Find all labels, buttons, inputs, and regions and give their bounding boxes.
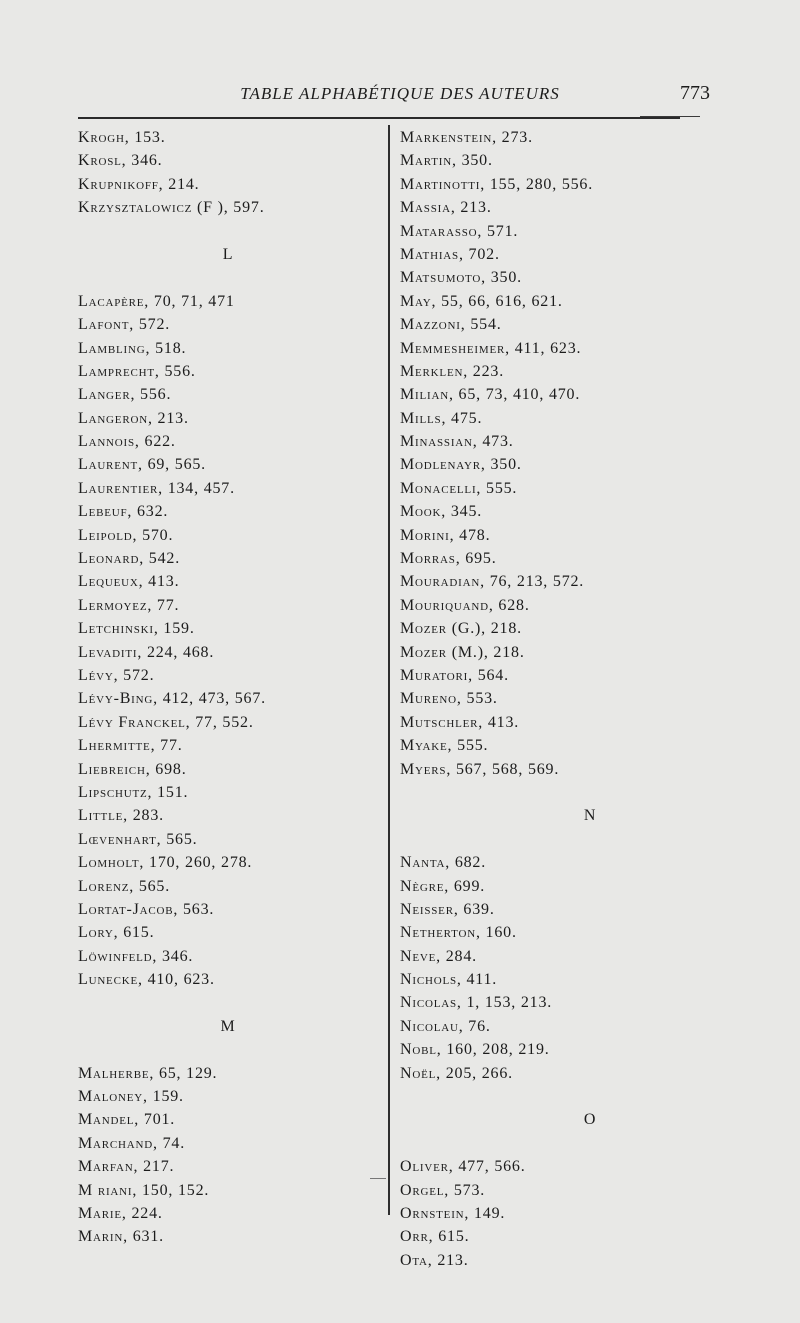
index-entry: Myake, 555.	[400, 737, 489, 755]
index-entry: Marie, 224.	[78, 1204, 163, 1222]
index-entry: Ornstein, 149.	[400, 1204, 506, 1222]
index-entry: Lhermitte, 77.	[78, 737, 183, 755]
index-entry: Modlenayr, 350.	[400, 456, 522, 474]
index-entry: Orr, 615.	[400, 1228, 470, 1246]
index-entry: Minassian, 473.	[400, 433, 514, 451]
index-entry: Lévy-Bing, 412, 473, 567.	[78, 690, 266, 708]
index-entry: Markenstein, 273.	[400, 129, 533, 146]
index-entry: Nichols, 411.	[400, 971, 498, 989]
section-letter: O	[583, 1111, 597, 1129]
index-entry: Lermoyez, 77.	[78, 596, 180, 614]
page-number: 773	[680, 82, 710, 104]
index-entry: Memmesheimer, 411, 623.	[400, 339, 582, 357]
spacer	[78, 1038, 378, 1061]
index-entry: Martinotti, 155, 280, 556.	[400, 175, 594, 193]
index-entry: Netherton, 160.	[400, 924, 517, 942]
index-entry: Levaditi, 224, 468.	[78, 643, 215, 661]
index-entry: Oliver, 477, 566.	[400, 1158, 526, 1176]
index-entry: Mozer (M.), 218.	[400, 643, 525, 661]
index-entry: Langer, 556.	[78, 386, 172, 404]
index-entry: Marin, 631.	[78, 1228, 164, 1246]
index-entry: Matsumoto, 350.	[400, 269, 522, 287]
index-entry: Mouradian, 76, 213, 572.	[400, 573, 585, 591]
spacer	[78, 266, 378, 289]
spacer	[400, 1085, 780, 1108]
section-letter: N	[583, 807, 597, 825]
index-entry: Lebeuf, 632.	[78, 503, 169, 521]
index-entry: Marchand, 74.	[78, 1134, 186, 1152]
index-entry: Nanta, 682.	[400, 854, 487, 872]
index-entry: Mathias, 702.	[400, 245, 500, 263]
index-entry: Maloney, 159.	[78, 1088, 184, 1106]
index-entry: Malherbe, 65, 129.	[78, 1064, 218, 1082]
index-entry: Monacelli, 555.	[400, 479, 518, 497]
index-entry: Mozer (G.), 218.	[400, 620, 522, 638]
index-entry: Löwinfeld, 346.	[78, 947, 194, 965]
right-column	[400, 126, 780, 1272]
index-entry: Krzysztalowicz (F ), 597.	[78, 199, 265, 217]
index-entry: Mills, 475.	[400, 409, 483, 427]
index-entry: Krogh, 153.	[78, 129, 166, 146]
index-entry: Lomholt, 170, 260, 278.	[78, 854, 253, 872]
spacer	[78, 991, 378, 1014]
spacer	[400, 781, 780, 804]
index-entry: Lorenz, 565.	[78, 877, 171, 895]
index-entry: Nobl, 160, 208, 219.	[400, 1041, 550, 1059]
index-entry: Mutschler, 413.	[400, 713, 520, 731]
spacer	[78, 220, 378, 243]
section-letter: M	[220, 1017, 236, 1035]
index-entry: Lunecke, 410, 623.	[78, 971, 215, 989]
print-mark	[370, 1178, 386, 1179]
index-entry: Matarasso, 571.	[400, 222, 519, 240]
index-entry: Lory, 615.	[78, 924, 155, 942]
index-entry: Lacapère, 70, 71, 471	[78, 292, 235, 310]
index-entry: Neisser, 639.	[400, 900, 495, 918]
index-entry: Lévy, 572.	[78, 666, 155, 684]
index-entry: Neve, 284.	[400, 947, 477, 965]
column-divider	[388, 125, 390, 1215]
index-entry: Lévy Franckel, 77, 552.	[78, 713, 254, 731]
index-entry: Leonard, 542.	[78, 550, 181, 568]
index-entry: Lipschutz, 151.	[78, 783, 189, 801]
index-entry: Mureno, 553.	[400, 690, 498, 708]
index-entry: Mazzoni, 554.	[400, 316, 502, 334]
index-entry: Ota, 213.	[400, 1251, 469, 1269]
spacer	[400, 1132, 780, 1155]
index-entry: M riani, 150, 152.	[78, 1181, 210, 1199]
index-entry: Lamprecht, 556.	[78, 362, 196, 380]
index-entry: Merklen, 223.	[400, 362, 505, 380]
index-entry: Marfan, 217.	[78, 1158, 175, 1176]
index-entry: Mandel, 701.	[78, 1111, 176, 1129]
index-entry: Massia, 213.	[400, 199, 492, 217]
index-entry: Leipold, 570.	[78, 526, 174, 544]
index-entry: Mouriquand, 628.	[400, 596, 530, 614]
index-entry: Lambling, 518.	[78, 339, 187, 357]
header-rule	[78, 117, 680, 119]
running-title: TABLE ALPHABÉTIQUE DES AUTEURS	[240, 84, 560, 103]
index-entry: Myers, 567, 568, 569.	[400, 760, 560, 778]
index-entry: Laurent, 69, 565.	[78, 456, 206, 474]
index-entry: Lœvenhart, 565.	[78, 830, 198, 848]
index-entry: Muratori, 564.	[400, 666, 509, 684]
index-entry: Morini, 478.	[400, 526, 491, 544]
index-entry: Lortat-Jacob, 563.	[78, 900, 215, 918]
index-entry: Martin, 350.	[400, 152, 493, 170]
index-entry: Nègre, 699.	[400, 877, 486, 895]
index-entry: May, 55, 66, 616, 621.	[400, 292, 563, 310]
index-entry: Krupnikoff, 214.	[78, 175, 200, 193]
index-entry: Lequeux, 413.	[78, 573, 180, 591]
index-entry: Langeron, 213.	[78, 409, 189, 427]
index-entry: Milian, 65, 73, 410, 470.	[400, 386, 581, 404]
index-entry: Orgel, 573.	[400, 1181, 486, 1199]
index-entry: Liebreich, 698.	[78, 760, 187, 778]
index-entry: Mook, 345.	[400, 503, 483, 521]
index-entry: Nicolau, 76.	[400, 1017, 491, 1035]
spacer	[400, 828, 780, 851]
index-entry: Morras, 695.	[400, 550, 497, 568]
index-entry: Nicolas, 1, 153, 213.	[400, 994, 553, 1012]
index-entry: Laurentier, 134, 457.	[78, 479, 235, 497]
index-entry: Little, 283.	[78, 807, 164, 825]
index-entry: Lannois, 622.	[78, 433, 176, 451]
index-entry: Letchinski, 159.	[78, 620, 195, 638]
index-entry: Noël, 205, 266.	[400, 1064, 513, 1082]
index-entry: Krosl, 346.	[78, 152, 163, 170]
left-column	[78, 126, 378, 1249]
section-letter: L	[222, 245, 234, 263]
header-rule-extension	[640, 116, 700, 117]
index-entry: Lafont, 572.	[78, 316, 171, 334]
